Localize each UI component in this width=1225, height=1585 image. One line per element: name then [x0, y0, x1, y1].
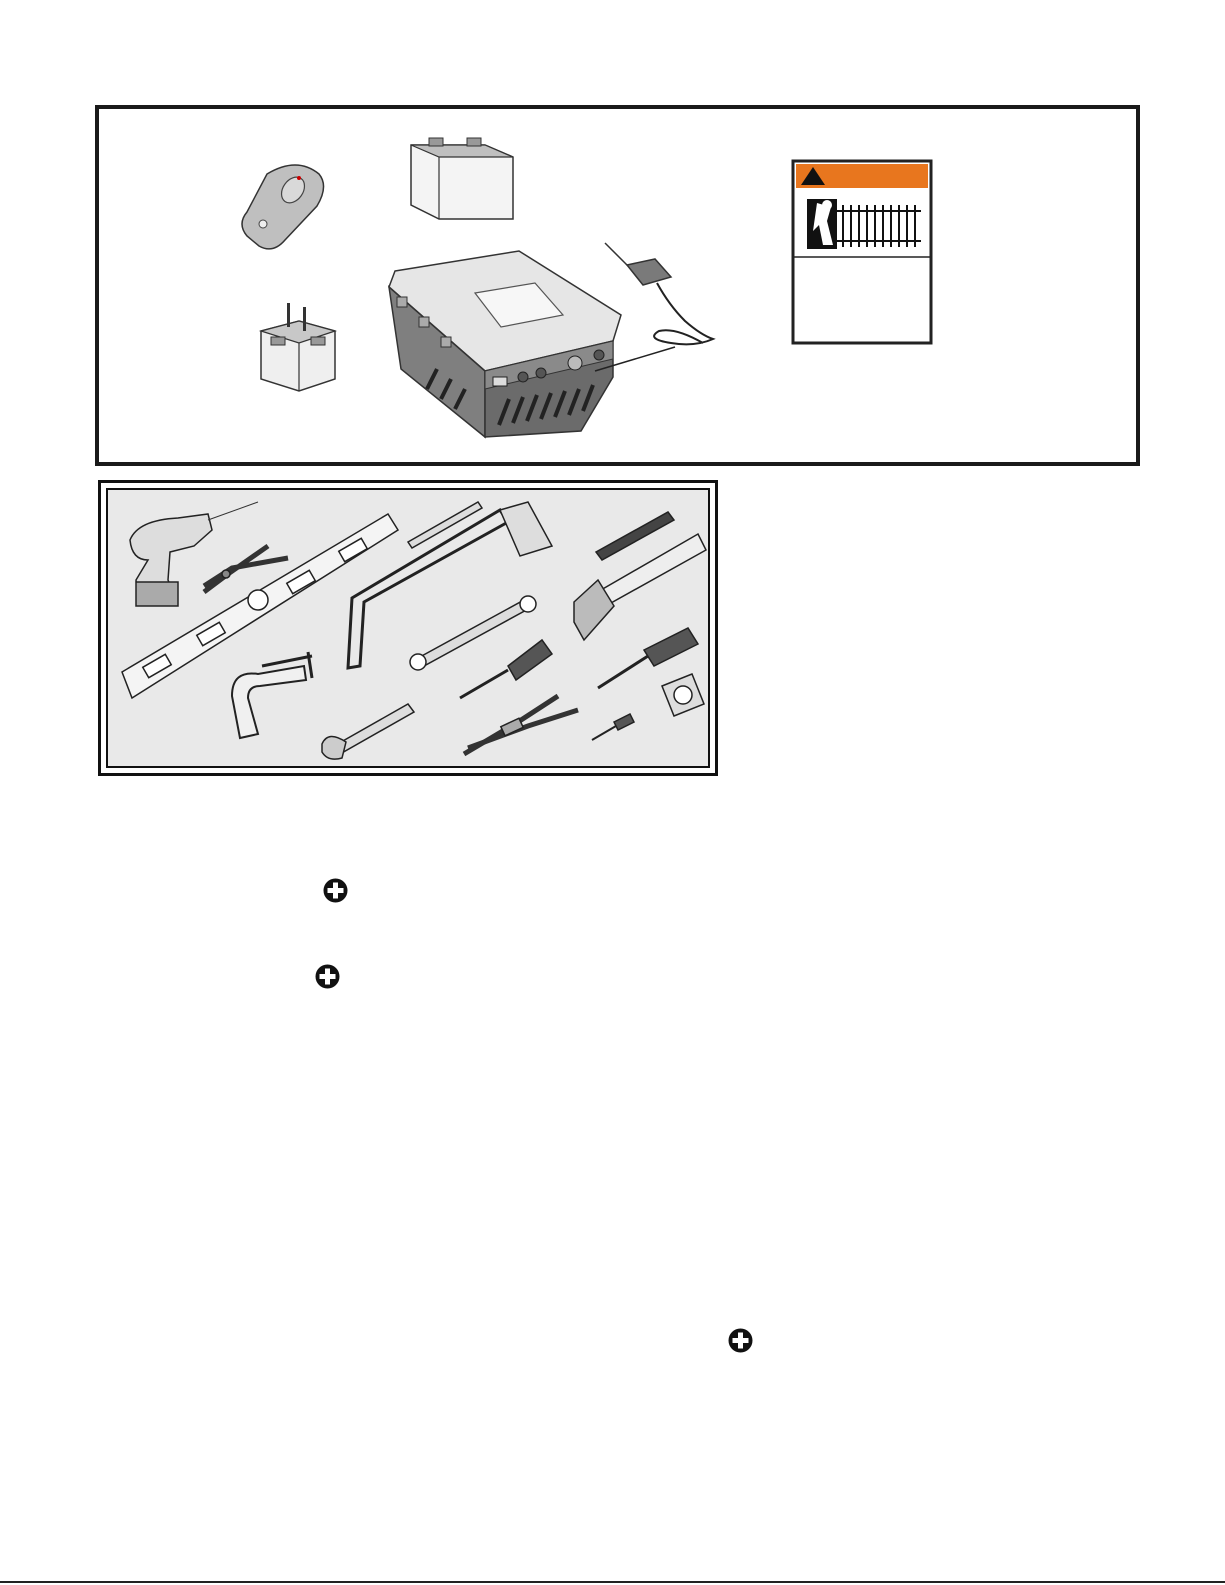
- small-screwdriver-icon: [592, 714, 634, 740]
- control-box-icon: [389, 251, 621, 437]
- battery-icon: [411, 138, 513, 219]
- screwdriver-icon: [460, 640, 552, 698]
- tools-panel: [98, 480, 718, 776]
- warning-sign: [793, 161, 931, 343]
- tools-panel-inner: [106, 488, 710, 768]
- remote-control-icon: [242, 165, 324, 249]
- transformer-icon: [261, 303, 335, 391]
- adjustable-wrench-icon: [322, 704, 414, 759]
- page-bottom-rule: [0, 1581, 1225, 1583]
- plus-circle-icon: [728, 1328, 753, 1353]
- tools-illustration: [108, 490, 714, 772]
- plus-circle-icon: [315, 964, 340, 989]
- drill-icon: [130, 502, 258, 606]
- file-icon: [596, 512, 674, 560]
- tape-measure-icon: [662, 674, 704, 716]
- parts-panel: [95, 105, 1140, 466]
- wire-stripper-icon: [464, 696, 578, 754]
- hammer-icon: [574, 534, 706, 640]
- c-clamp-icon: [232, 652, 312, 738]
- parts-illustration: [99, 109, 1136, 462]
- plus-circle-icon: [323, 878, 348, 903]
